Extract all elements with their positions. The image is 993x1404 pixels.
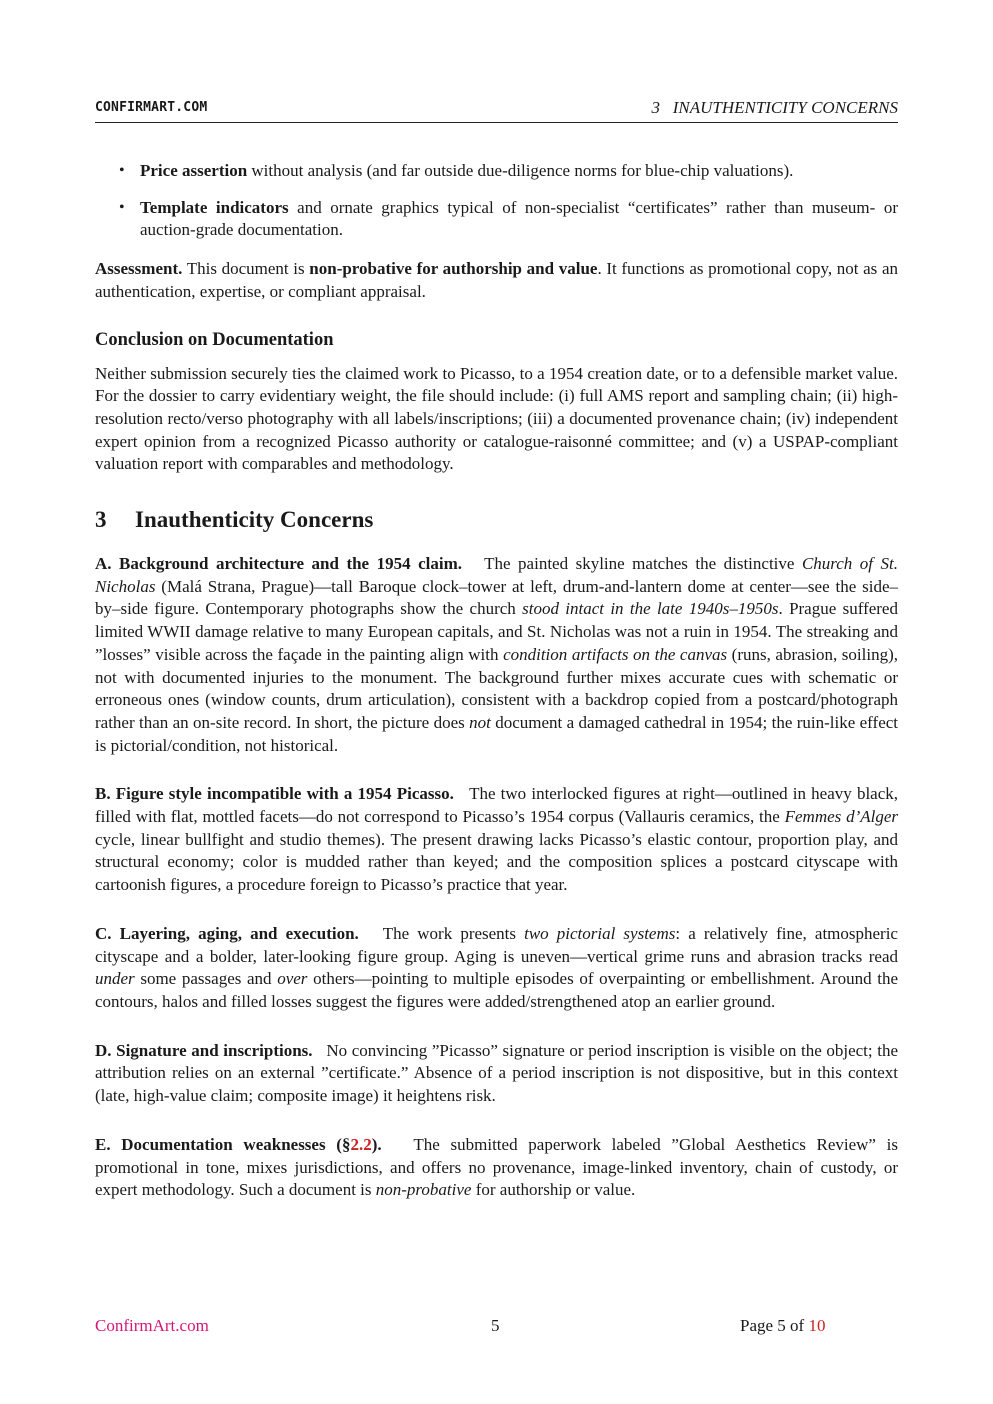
paragraph-a	[95, 553, 898, 757]
paragraph-text: . Prague suffered limited WWII damage relative to many European capitals, and St. Nicholas was not a ruin in 1954. The streaking and ”losses” visible across the façade in the painting align with	[95, 599, 898, 664]
assessment-text: This document is	[182, 259, 310, 279]
paragraph-text: some passages and	[134, 969, 278, 989]
paragraph-text: (Malá Strana, Prague)—tall Baroque clock–tower at left, drum-and-lantern dome at center—see the side–by–side figure. Contemporary photographs show the church	[95, 576, 898, 619]
bullet-text: without analysis (and far outside due-diligence norms for blue-chip valuations).	[247, 161, 794, 180]
italic-text: non-probative	[375, 1180, 472, 1200]
italic-text: over	[277, 969, 308, 989]
paragraph-title: C. Layering, aging, and execution.	[95, 923, 359, 943]
list-item	[95, 197, 898, 242]
paragraph-text: document a damaged cathedral in 1954; the ruin-like effect is pictorial/condition, not historical.	[95, 712, 899, 755]
section-heading	[95, 506, 898, 534]
title-text: ).	[371, 1134, 382, 1154]
italic-text: Femmes d’Alger	[784, 807, 898, 827]
paragraph-title: D. Signature and inscriptions.	[95, 1040, 313, 1060]
italic-text: stood intact in the late 1940s–1950s	[522, 599, 779, 619]
footer-page-count	[740, 1316, 825, 1336]
document-page	[95, 0, 903, 1404]
paragraph-b	[95, 783, 903, 897]
page-header	[95, 98, 898, 123]
page-footer	[95, 1316, 898, 1340]
conclusion-heading: Conclusion on Documentation	[95, 329, 334, 350]
assessment-emphasis: non-probative for authorship and value	[309, 259, 598, 279]
italic-text: two pictorial systems	[524, 923, 676, 943]
assessment-label: Assessment.	[95, 259, 183, 279]
title-text: E. Documentation weaknesses (§	[95, 1134, 351, 1154]
paragraph-text: No convincing ”Picasso” signature or period inscription is visible on the object; the attribution relies on an external ”certificate.” Absence of a period inscription is not dispositive, but in this context (late, high-value claim; composite image) it heightens risk.	[95, 1040, 903, 1106]
paragraph-d	[95, 1040, 903, 1108]
paragraph-title: A. Background architecture and the 1954 claim.	[95, 554, 462, 574]
running-head: 3 INAUTHENTICITY CONCERNS	[651, 98, 898, 117]
assessment-paragraph	[95, 258, 898, 303]
paragraph-c	[95, 923, 898, 1014]
footer-site-link[interactable]: ConfirmArt.com	[95, 1316, 209, 1335]
paragraph-text: cycle, linear bullfight and studio themes). The present drawing lacks Picasso’s elastic contour, proportion play, and structural economy; color is mudded rather than keyed; and the composition splices a postcard cityscape with cartoonish figures, a procedure foreign to Picasso’s practice that year.	[95, 829, 898, 895]
italic-text: not	[469, 712, 491, 732]
paragraph-e	[95, 1134, 903, 1202]
paragraph-text: The submitted paperwork labeled ”Global Aesthetics Review” is promotional in tone, mixes jurisdictions, and offers no provenance, image-linked inventory, chain of custody, or expert methodology. Such a document is	[95, 1134, 903, 1200]
page-count-label: Page 5 of	[740, 1316, 809, 1335]
page-content	[95, 160, 903, 1228]
assessment-text: . It functions as promotional copy, not as an authentication, expertise, or compliant appraisal.	[95, 259, 898, 301]
section-reference-link[interactable]: 2.2	[350, 1134, 372, 1154]
bullet-text: and ornate graphics typical of non-specialist “certificates” rather than museum- or auction-grade documentation.	[140, 197, 899, 240]
footer-page-number: 5	[491, 1316, 500, 1335]
italic-text: Church of St. Nicholas	[95, 554, 898, 596]
list-item	[95, 160, 898, 183]
paragraph-text: (runs, abrasion, soiling), not with documented injuries to the monument. The background further mixes accurate cues with schematic or erroneous ones (window counts, drum articulation), consistent with a backdrop copied from a postcard/photograph rather than an on-site record. In short, the picture does	[95, 644, 898, 732]
conclusion-paragraph: Neither submission securely ties the claimed work to Picasso, to a 1954 creation date, or to a defensible market value. For the dossier to carry evidentiary weight, the file should include: (i) full AMS report and sampling chain; (ii) high-resolution recto/verso photography with all labels/inscriptions; (iii) a documented provenance chain; (iv) independent expert opinion from a recognized Picasso authority or catalogue-raisonné committee; and (v) a USPAP-compliant valuation report with comparables and methodology.	[95, 363, 898, 474]
bullet-list	[95, 160, 898, 242]
section-number: 3	[95, 507, 107, 533]
paragraph-text: others—pointing to multiple episodes of overpainting or embellishment. Around the contours, halos and filled losses suggest the figures were added/strengthened atop an earlier ground.	[95, 969, 898, 1011]
paragraph-text: : a relatively fine, atmospheric cityscape and a bolder, later-looking figure group. Aging is uneven—vertical grime runs and abrasion tracks read	[95, 923, 898, 966]
total-pages-link[interactable]: 10	[808, 1316, 826, 1335]
paragraph-text: The painted skyline matches the distinctive	[461, 554, 802, 574]
paragraph-text: for authorship or value.	[471, 1180, 636, 1200]
bullet-term: Price assertion	[140, 161, 248, 180]
italic-text: condition artifacts on the canvas	[503, 644, 728, 664]
bullet-term: Template indicators	[140, 197, 289, 217]
section-title: Inauthenticity Concerns	[135, 507, 374, 533]
paragraph-text: The work presents	[358, 923, 525, 943]
italic-text: under	[95, 969, 135, 989]
paragraph-text: The two interlocked figures at right—outlined in heavy black, filled with flat, mottled facets—do not correspond to Picasso’s 1954 corpus (Vallauris ceramics, the	[95, 784, 903, 827]
confirmart-logo: CONFIRMART.COM	[95, 100, 208, 115]
paragraph-title: B. Figure style incompatible with a 1954 Picasso.	[95, 784, 454, 804]
paragraph-title	[95, 1135, 382, 1154]
